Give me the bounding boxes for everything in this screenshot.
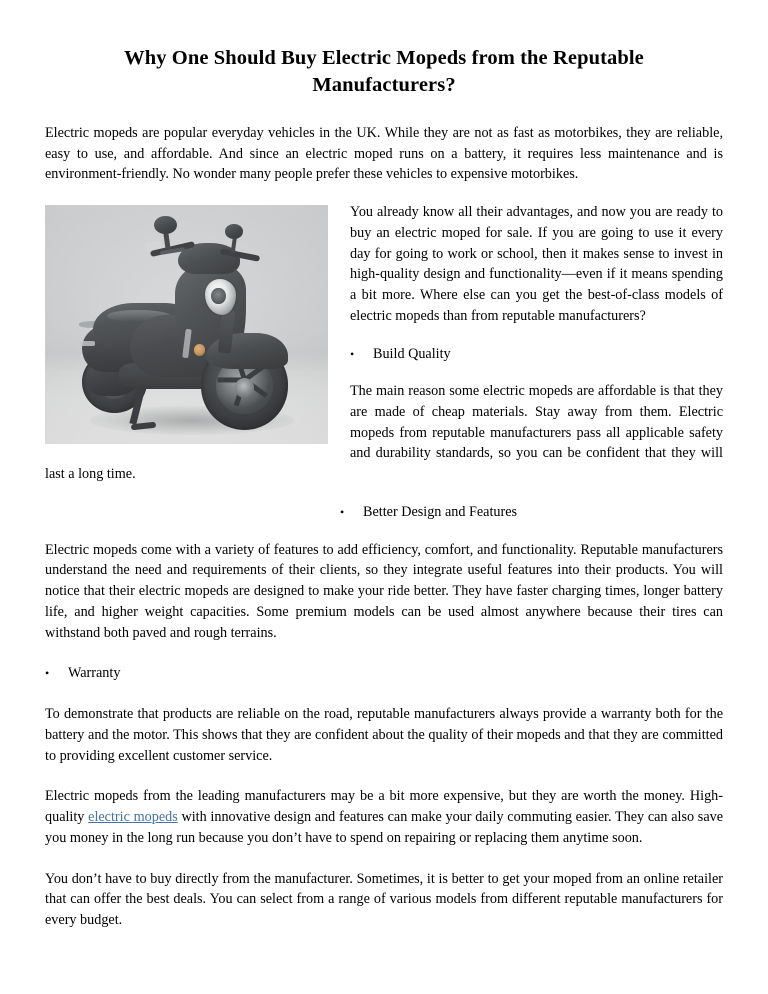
spacer [45,523,723,540]
bullet-label: Build Quality [373,345,451,362]
bullet-glyph: • [45,666,50,681]
bullet-icon [45,663,68,684]
bullet-glyph: • [350,346,355,361]
bullet-icon [350,344,373,365]
paragraph-advantages: You already know all their advantages, and now you are ready to buy an electric moped for sale. If you are going to use it every day for going to work or school, then it makes sense to invest in high-quality design and functionality—even if it means spending a bit more. Where else can you get the best-of-class models of electric mopeds than from reputable manufacturers? [350,204,723,324]
paragraph-closing: You don’t have to buy directly from the manufacturer. Sometimes, it is better to get your moped from an online retailer that can offer the best deals. You can select from a range of various models from different reputable manufacturers for every budget. [45,870,723,928]
page-title: Why One Should Buy Electric Mopeds from the Reputable Manufacturers? [124,47,644,97]
moped-photo [45,205,328,444]
bullet-label: Better Design and Features [363,503,518,520]
bullet-build-quality [350,344,723,365]
paragraph-warranty: To demonstrate that products are reliable on the road, reputable manufacturers always provide a warranty both for the battery and the motor. This shows that they are confident about the quality of their mopeds and that they are committed to providing excellent customer service. [45,706,723,764]
spacer [45,185,723,202]
spacer [45,643,723,663]
value-text-after-link: with innovative design and features can make your daily commuting easier. They can also save you money in the long run because you don’t have to spend on repairing or replacing them anytime soon. [45,809,724,846]
spacer [45,485,723,502]
bullet-better-design [340,502,723,523]
electric-mopeds-link[interactable]: electric mopeds [88,809,178,826]
spacer [45,849,723,869]
paragraph-design-features: Electric mopeds come with a variety of features to add efficiency, comfort, and functionality. Reputable manufacturers understand the need and requirements of their clients, so they integrate useful features into their products. You will notice that their electric mopeds are designed to make your ride better. They have faster charging times, longer battery life, and higher weight capacities. Some premium models can be used almost anywhere because their tires can withstand both paved and rough terrains. [45,541,723,641]
paragraph-intro: Electric mopeds are popular everyday vehicles in the UK. While they are not as fast as motorbikes, they are reliable, easy to use, and affordable. And since an electric moped runs on a battery, it requires less maintenance and is environment-friendly. No wonder many people prefer these vehicles to expensive motorbikes. [45,124,723,183]
paragraph-build-quality: The main reason some electric mopeds are affordable is that they are made of cheap materials. Stay away from them. Electric mopeds from reputable manufacturers pass all applicable safety and durability standards, so you can be confident that they will last a long time. [45,383,723,483]
bullet-label: Warranty [68,665,121,682]
bullet-glyph: • [340,504,345,519]
photo-vignette [45,205,328,444]
value-text-before-link: Electric mopeds from the leading manufacturers may be a bit more expensive, but they are worth the money. High-quality [45,788,723,826]
paragraph-value [45,786,723,848]
bullet-warranty [45,663,723,684]
spacer [45,684,723,704]
bullet-icon [340,502,363,523]
spacer [45,766,723,786]
photo-backdrop [45,205,328,444]
